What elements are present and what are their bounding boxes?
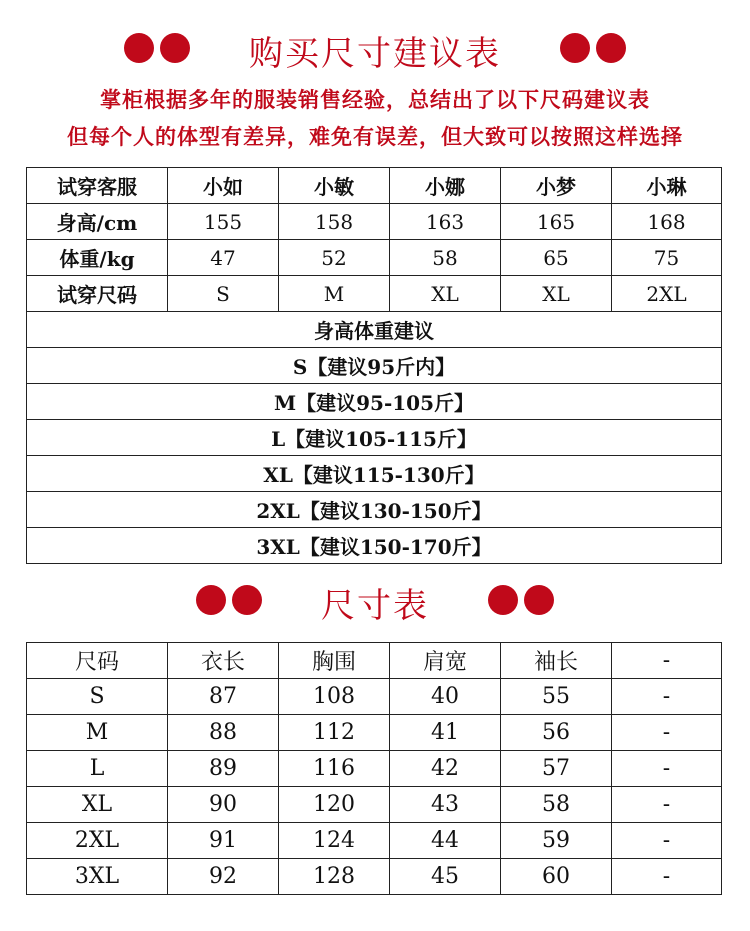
table-header-cell: 袖长 (501, 643, 612, 679)
table-cell: 44 (390, 823, 501, 859)
intro-line-2: 但每个人的体型有差异，难免有误差，但大致可以按照这样选择 (67, 124, 683, 149)
advice-title-row (27, 312, 722, 348)
table-cell: 89 (168, 751, 279, 787)
red-dot-icon (160, 33, 190, 63)
table-row (27, 679, 722, 715)
table-cell: 92 (168, 859, 279, 895)
table-header-cell: - (612, 643, 722, 679)
row-label: 试穿尺码 (27, 276, 168, 312)
table-cell: 2XL (612, 276, 722, 312)
table-row (27, 859, 722, 895)
advice-cell: 3XL【建议150-170斤】 (27, 528, 722, 564)
table-cell: 65 (501, 240, 612, 276)
right-dots (557, 33, 629, 67)
advice-cell: XL【建议115-130斤】 (27, 456, 722, 492)
red-dot-icon (524, 585, 554, 615)
table-cell: S (27, 679, 168, 715)
table-cell: 41 (390, 715, 501, 751)
advice-cell: S【建议95斤内】 (27, 348, 722, 384)
size-header-row (27, 643, 722, 679)
table-header-cell: 尺码 (27, 643, 168, 679)
row-label: 体重/kg (27, 240, 168, 276)
table-cell: 47 (168, 240, 279, 276)
left-dots (193, 585, 265, 619)
table-cell: XL (501, 276, 612, 312)
table-cell: M (279, 276, 390, 312)
table-cell: L (27, 751, 168, 787)
table-cell: 155 (168, 204, 279, 240)
page-title: 购买尺寸建议表 (249, 33, 501, 74)
red-dot-icon (196, 585, 226, 615)
table-cell: 3XL (27, 859, 168, 895)
advice-row (27, 348, 722, 384)
table-cell: S (168, 276, 279, 312)
right-dots (485, 585, 557, 619)
size-chart-title: 尺寸表 (321, 585, 429, 626)
table-cell: 43 (390, 787, 501, 823)
advice-row (27, 456, 722, 492)
table-cell: 165 (501, 204, 612, 240)
table-header-cell: 小敏 (279, 168, 390, 204)
table-cell: 52 (279, 240, 390, 276)
height-row (27, 204, 722, 240)
table-cell: 75 (612, 240, 722, 276)
left-dots (121, 33, 193, 67)
table-cell: - (612, 787, 722, 823)
advice-cell: 2XL【建议130-150斤】 (27, 492, 722, 528)
table-cell: 88 (168, 715, 279, 751)
table-cell: - (612, 715, 722, 751)
table-cell: XL (27, 787, 168, 823)
table-cell: 55 (501, 679, 612, 715)
table-cell: 42 (390, 751, 501, 787)
table-header-cell: 衣长 (168, 643, 279, 679)
table-cell: 87 (168, 679, 279, 715)
table-header-cell: 小琳 (612, 168, 722, 204)
table-header-cell: 试穿客服 (27, 168, 168, 204)
table-row (27, 787, 722, 823)
advice-row (27, 384, 722, 420)
table-cell: - (612, 679, 722, 715)
table-cell: 45 (390, 859, 501, 895)
row-label: 身高/cm (27, 204, 168, 240)
table-header-cell: 胸围 (279, 643, 390, 679)
advice-cell: L【建议105-115斤】 (27, 420, 722, 456)
table-header-cell: 肩宽 (390, 643, 501, 679)
table-header-cell: 小娜 (390, 168, 501, 204)
table-header-cell: 小如 (168, 168, 279, 204)
table-cell: XL (390, 276, 501, 312)
table-cell: 57 (501, 751, 612, 787)
table-cell: 60 (501, 859, 612, 895)
table-cell: M (27, 715, 168, 751)
table-cell: 168 (612, 204, 722, 240)
table-cell: 163 (390, 204, 501, 240)
intro-line-1: 掌柜根据多年的服装销售经验，总结出了以下尺码建议表 (100, 87, 650, 112)
table-cell: 58 (390, 240, 501, 276)
table-cell: 108 (279, 679, 390, 715)
red-dot-icon (596, 33, 626, 63)
table-cell: 91 (168, 823, 279, 859)
table-cell: - (612, 751, 722, 787)
table-cell: 158 (279, 204, 390, 240)
trial-size-row (27, 276, 722, 312)
table-cell: 112 (279, 715, 390, 751)
advice-title: 身高体重建议 (27, 312, 722, 348)
table-cell: 56 (501, 715, 612, 751)
red-dot-icon (232, 585, 262, 615)
table-cell: 90 (168, 787, 279, 823)
size-chart-title-row (0, 580, 750, 624)
size-chart-table (26, 642, 722, 895)
red-dot-icon (124, 33, 154, 63)
table-cell: 124 (279, 823, 390, 859)
table-row (27, 715, 722, 751)
advice-cell: M【建议95-105斤】 (27, 384, 722, 420)
table-cell: - (612, 823, 722, 859)
advice-row (27, 420, 722, 456)
table-cell: 59 (501, 823, 612, 859)
table-cell: 116 (279, 751, 390, 787)
table-header-cell: 小梦 (501, 168, 612, 204)
red-dot-icon (560, 33, 590, 63)
table-cell: 2XL (27, 823, 168, 859)
advice-row (27, 492, 722, 528)
table-row (27, 823, 722, 859)
table-row (27, 751, 722, 787)
table-cell: - (612, 859, 722, 895)
table-cell: 58 (501, 787, 612, 823)
table-cell: 120 (279, 787, 390, 823)
purchase-size-title-row (0, 28, 750, 72)
weight-row (27, 240, 722, 276)
trial-fitting-table (26, 167, 722, 564)
table-cell: 40 (390, 679, 501, 715)
red-dot-icon (488, 585, 518, 615)
trial-header-row (27, 168, 722, 204)
table-cell: 128 (279, 859, 390, 895)
advice-row (27, 528, 722, 564)
